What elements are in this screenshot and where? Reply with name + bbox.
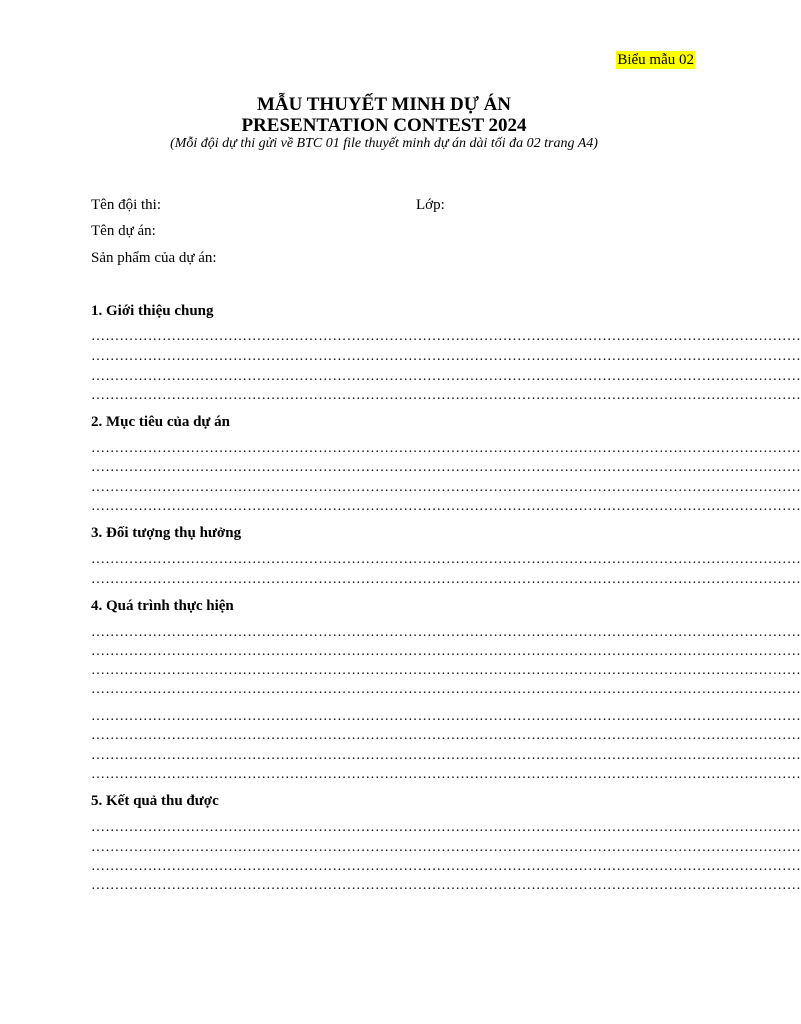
dotted-line: …………………………………………………………………………………………………………………………………… xyxy=(91,709,801,724)
section-heading-1: 1. Giới thiệu chung xyxy=(91,303,214,319)
dotted-line: …………………………………………………………………………………………………………………………………… xyxy=(91,878,801,893)
dotted-line: …………………………………………………………………………………………………………………………………… xyxy=(91,644,801,659)
dotted-line: …………………………………………………………………………………………………………………………………… xyxy=(91,388,801,403)
dotted-line: …………………………………………………………………………………………………………………………………… xyxy=(91,480,801,495)
dotted-line: …………………………………………………………………………………………………………………………………… xyxy=(91,349,801,364)
section-heading-4: 4. Quá trình thực hiện xyxy=(91,598,234,614)
dotted-line: …………………………………………………………………………………………………………………………………… xyxy=(91,820,801,835)
project-name-label: Tên dự án: xyxy=(91,223,156,239)
dotted-line: …………………………………………………………………………………………………………………………………… xyxy=(91,625,801,640)
dotted-line: …………………………………………………………………………………………………………………………………… xyxy=(91,460,801,475)
document-subtitle: (Mỗi đội dự thi gửi về BTC 01 file thuyết minh dự án dài tối đa 02 trang A4) xyxy=(170,136,598,151)
dotted-line: …………………………………………………………………………………………………………………………………… xyxy=(91,748,801,763)
dotted-line: …………………………………………………………………………………………………………………………………… xyxy=(91,499,801,514)
document-title xyxy=(0,94,768,136)
form-code-label: Biểu mẫu 02 xyxy=(617,52,694,68)
dotted-line: …………………………………………………………………………………………………………………………………… xyxy=(91,441,801,456)
section-heading-5: 5. Kết quả thu được xyxy=(91,793,219,809)
title-line-2: PRESENTATION CONTEST 2024 xyxy=(241,115,527,136)
dotted-line: …………………………………………………………………………………………………………………………………… xyxy=(91,552,801,567)
dotted-line: …………………………………………………………………………………………………………………………………… xyxy=(91,728,801,743)
dotted-line: …………………………………………………………………………………………………………………………………… xyxy=(91,840,801,855)
dotted-line: …………………………………………………………………………………………………………………………………… xyxy=(91,663,801,678)
product-label: Sản phẩm của dự án: xyxy=(91,250,217,266)
dotted-line: …………………………………………………………………………………………………………………………………… xyxy=(91,767,801,782)
dotted-line: …………………………………………………………………………………………………………………………………… xyxy=(91,329,801,344)
team-name-label: Tên đội thi: xyxy=(91,197,161,213)
dotted-line: …………………………………………………………………………………………………………………………………… xyxy=(91,682,801,697)
class-label: Lớp: xyxy=(416,197,445,213)
section-heading-2: 2. Mục tiêu của dự án xyxy=(91,414,231,430)
dotted-line: …………………………………………………………………………………………………………………………………… xyxy=(91,859,801,874)
title-line-1: MẪU THUYẾT MINH DỰ ÁN xyxy=(256,94,512,115)
dotted-line: …………………………………………………………………………………………………………………………………… xyxy=(91,572,801,587)
section-heading-3: 3. Đối tượng thụ hưởng xyxy=(91,525,242,541)
dotted-line: …………………………………………………………………………………………………………………………………… xyxy=(91,369,801,384)
